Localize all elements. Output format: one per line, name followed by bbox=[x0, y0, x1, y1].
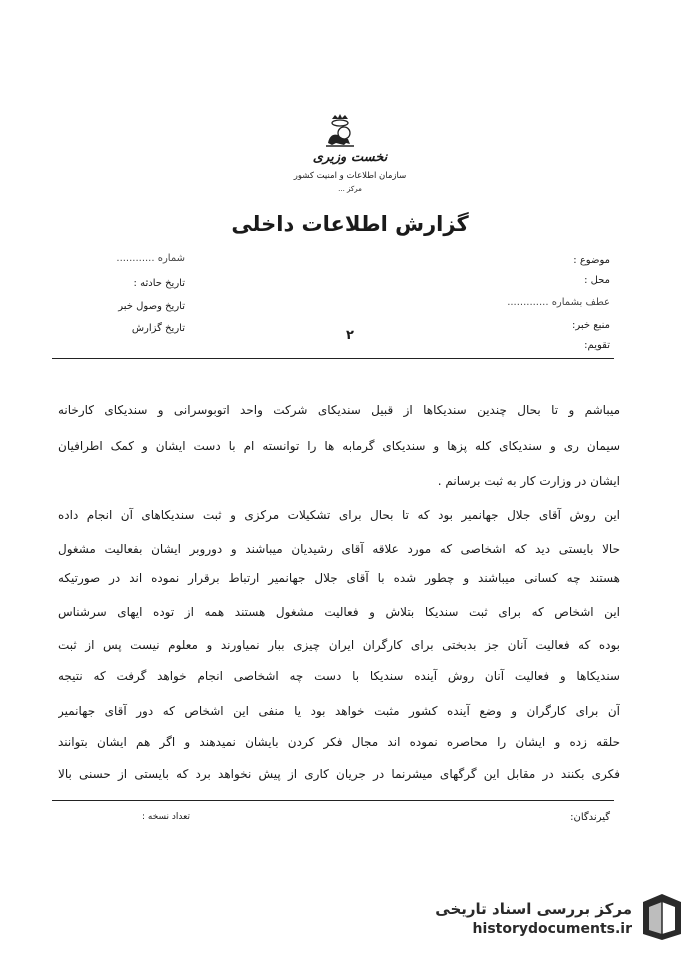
body-line: سیمان ری و سندیکای کله پزها و سندیکای گرمابه ها را توانسته ام با دست ایشان و کمک اطرافیان bbox=[58, 439, 620, 453]
open-book-logo-icon bbox=[639, 890, 685, 942]
organization-name: سازمان اطلاعات و امنیت کشور bbox=[293, 171, 407, 181]
field-news-source: منبع خبر: bbox=[572, 320, 610, 331]
body-line: بوده که فعالیت آنان جز بدبختی برای کارگران ایران چیزی ببار نمیاورند و معلوم نیست پس از ثبت bbox=[58, 638, 620, 652]
watermark-url: historydocuments.ir bbox=[472, 921, 632, 937]
page-number: ۲ bbox=[346, 328, 354, 343]
copies-count-label: تعداد نسخه : bbox=[141, 812, 190, 822]
field-location: محل : bbox=[584, 275, 610, 286]
body-line: فکری بکنند در مقابل این گرگهای میشرنما در جریان کاری از پیش نخواهد برد که بایستی از حسنی بالا bbox=[58, 767, 620, 781]
body-line: حلقه زده و ایشان را محاصره نموده اند مجال فکر کردن بایشان نمیدهند و اگر هم ایشان بتوانند bbox=[58, 735, 620, 749]
report-title: گزارش اطلاعات داخلی bbox=[231, 212, 469, 236]
recipients-label: گیرندگان: bbox=[570, 812, 610, 823]
body-line: ایشان در وزارت کار به ثبت برسانم . bbox=[437, 474, 620, 488]
divider-bottom bbox=[52, 800, 614, 801]
body-line: این روش آقای جلال جهانمیر بود که تا بحال برای تشکیلات مرکزی و ثبت سندیکاهای آن انجام داده bbox=[58, 508, 620, 522]
ministry-name: نخست وزیری bbox=[312, 150, 388, 165]
body-line: هستند چه کسانی میباشند و چطور شده با آقای جلال جهانمیر ارتباط برقرار نموده اند در صورتیکه bbox=[58, 571, 620, 585]
body-line: میباشم و تا بحال چندین سندیکاها از قبیل سندیکای شرکت واحد اتوبوسرانی و سندیکای کارخانه bbox=[58, 403, 620, 417]
body-line: آن برای کارگران و وضع آینده کشور مثبت خواهد بود یا منفی این اشخاص که دور آقای جهانمیر bbox=[58, 704, 620, 718]
field-reference-number: عطف بشماره ............. bbox=[507, 297, 610, 308]
field-evaluation: تقویم: bbox=[584, 340, 610, 351]
body-line: حالا بایستی دید که اشخاصی که مورد علاقه آقای رشیدیان میباشند و دوروبر ایشان بفعالیت مشغول bbox=[58, 542, 620, 556]
organization-subunit: مرکز ... bbox=[338, 185, 362, 193]
field-subject: موضوع : bbox=[573, 255, 610, 266]
body-line: این اشخاص که برای ثبت سندیکا بتلاش و فعالیت مشغول هستند همه از توده ایهای سرشناس bbox=[58, 605, 620, 619]
field-incident-date: تاریخ حادثه : bbox=[133, 278, 185, 289]
lion-and-sun-emblem-icon bbox=[322, 113, 358, 149]
field-report-date: تاریخ گزارش bbox=[131, 323, 185, 334]
divider-top bbox=[52, 358, 614, 359]
field-number: شماره ............ bbox=[116, 253, 185, 264]
field-received-date: تاریخ وصول خبر bbox=[118, 301, 185, 312]
watermark-name: مرکز بررسی اسناد تاریخی bbox=[435, 900, 632, 918]
body-line: سندیکاها و فعالیت آنان روش آینده سندیکا با دست چه اشخاصی انجام خواهد گرفت که نتیجه bbox=[58, 669, 620, 683]
